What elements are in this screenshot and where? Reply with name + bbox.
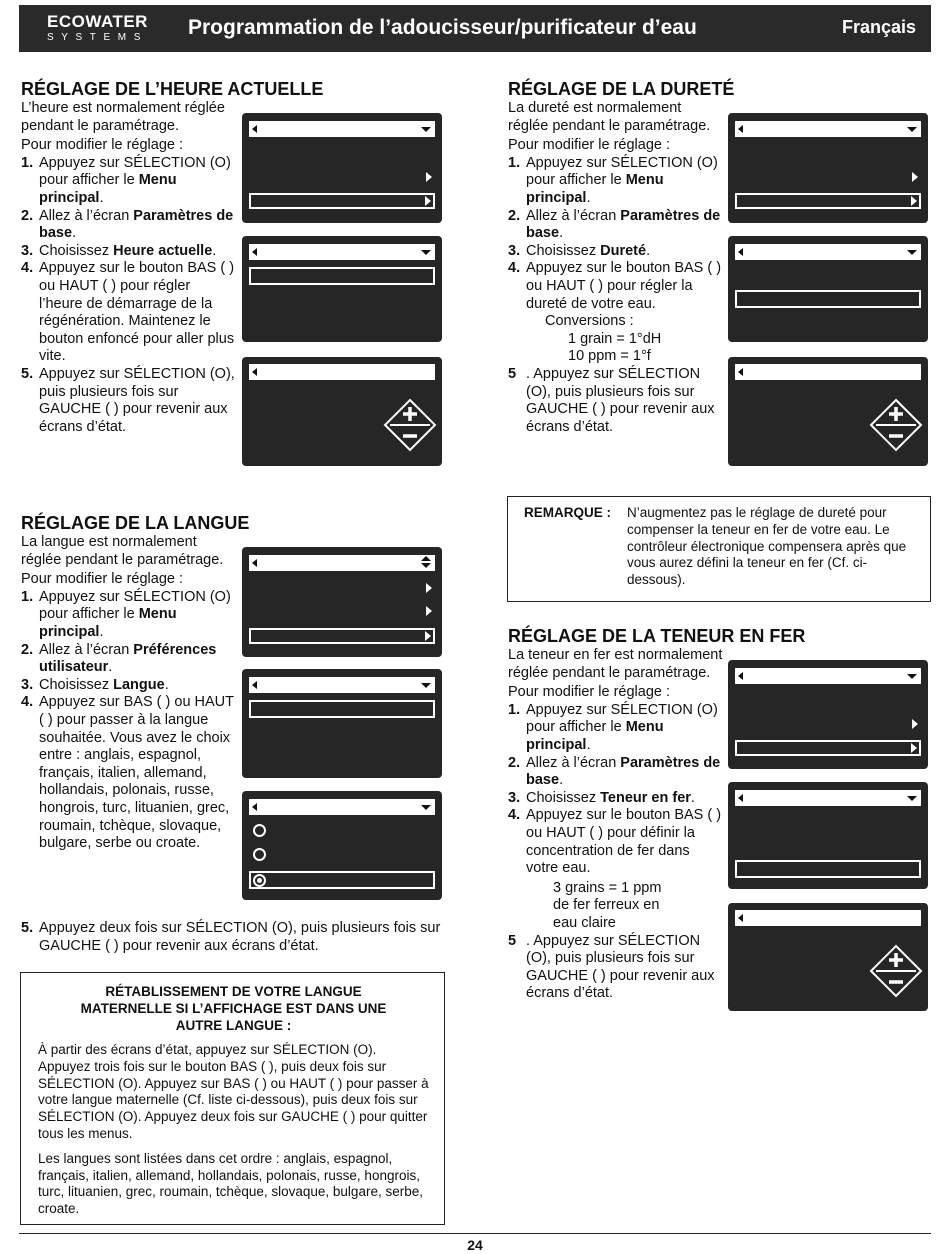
modify-label: Pour modifier le réglage : — [21, 571, 183, 588]
section-title-durete: RÉGLAGE DE LA DURETÉ — [508, 79, 735, 99]
right-arrow-icon — [911, 196, 917, 206]
step: 5 . Appuyez sur SÉLECTION (O), puis plusieurs fois sur GAUCHE ( ) pour revenir aux écrans d’état. — [508, 932, 715, 1002]
down-arrow-icon — [421, 127, 431, 132]
left-arrow-icon — [252, 125, 257, 133]
step: 3. Choisissez Teneur en fer. — [508, 789, 695, 806]
step: 2. Allez à l’écran Paramètres de base. — [508, 754, 721, 789]
step: 4. Appuyez sur le bouton BAS ( ) ou HAUT ( ) pour régler la dureté de votre eau. — [508, 260, 722, 312]
language-recovery-box — [20, 972, 445, 1225]
left-arrow-icon — [252, 368, 257, 376]
lcd-screen-main-menu — [242, 113, 442, 223]
section-title-heure: RÉGLAGE DE L’HEURE ACTUELLE — [21, 79, 324, 99]
left-arrow-icon — [252, 248, 257, 256]
box-title: RÉTABLISSEMENT DE VOTRE LANGUE MATERNELLE SI L’AFFICHAGE EST DANS UNE AUTRE LANGUE : — [80, 984, 387, 1033]
left-arrow-icon — [738, 368, 743, 376]
lcd-screen-main-menu — [242, 547, 442, 657]
conversion-line: eau claire — [553, 914, 616, 931]
conversion-line: de fer ferreux en — [553, 897, 660, 914]
down-arrow-icon — [907, 674, 917, 679]
page-title: Programmation de l’adoucisseur/purificateur d’eau — [188, 16, 697, 39]
screen-title-bar — [735, 244, 921, 260]
step: 3. Choisissez Langue. — [21, 676, 169, 693]
right-arrow-icon — [425, 196, 431, 206]
conversion-line: 10 ppm = 1°f — [568, 348, 651, 365]
lcd-screen-user-preferences — [242, 669, 442, 778]
modify-label: Pour modifier le réglage : — [508, 684, 670, 701]
step: 5. Appuyez sur SÉLECTION (O), puis plusieurs fois sur GAUCHE ( ) pour revenir aux écrans d’état. — [21, 365, 235, 435]
left-arrow-icon — [738, 125, 743, 133]
step: 2. Allez à l’écran Paramètres de base. — [508, 207, 721, 242]
selected-menu-item — [735, 193, 921, 209]
selected-menu-item — [735, 740, 921, 756]
box-paragraph: Les langues sont listées dans cet ordre : anglais, espagnol, français, italien, allemand, hollandais, polonais, russe, hongrois, turc, lituanien, grec, roumain, tchèque, slovaque, bulgare, serbe, croate. — [38, 1150, 423, 1217]
step: 4. Appuyez sur BAS ( ) ou HAUT ( ) pour passer à la langue souhaitée. Vous avez le choix entre : anglais, espagnol, français, italien, allemand, hollandais, polonais, russe, hongrois, turc, lituanien, grec, roumain, tchèque, slovaque, bulgare, serbe ou croate. — [21, 694, 234, 852]
screen-title-bar — [249, 121, 435, 137]
steps-list — [508, 155, 723, 313]
modify-label: Pour modifier le réglage : — [508, 137, 670, 154]
left-arrow-icon — [738, 672, 743, 680]
screen-title-bar — [249, 244, 435, 260]
note-text: N’augmentez pas le réglage de dureté pour compenser la teneur en fer de votre eau. Le contrôleur électronique compensera après que vous aurez défini la teneur en fer (Cf. ci-dessous). — [627, 505, 907, 588]
left-arrow-icon — [738, 794, 743, 802]
right-arrow-icon — [426, 583, 432, 593]
selected-menu-item — [249, 193, 435, 209]
radio-icon — [253, 848, 266, 861]
conversions-label: Conversions : — [545, 313, 634, 330]
step: 5 . Appuyez sur SÉLECTION (O), puis plusieurs fois sur GAUCHE ( ) pour revenir aux écrans d’état. — [508, 365, 715, 435]
down-arrow-icon — [421, 563, 431, 568]
section-title-fer: RÉGLAGE DE LA TENEUR EN FER — [508, 626, 806, 646]
section-fer-text — [508, 647, 723, 1003]
step: 4. Appuyez sur le bouton BAS ( ) ou HAUT ( ) pour régler l’heure de démarrage de la régénération. Maintenez le bouton enfoncé pour aller plus vite. — [21, 260, 235, 365]
lcd-screen-basic-settings — [728, 782, 928, 889]
left-arrow-icon — [252, 681, 257, 689]
right-arrow-icon — [911, 743, 917, 753]
page-number: 24 — [467, 1237, 483, 1253]
radio-selected-icon — [253, 874, 266, 887]
screen-title-bar — [735, 910, 921, 926]
down-arrow-icon — [907, 250, 917, 255]
screen-title-bar — [249, 799, 435, 815]
lcd-screen-adjust — [242, 357, 442, 466]
screen-title-bar — [249, 677, 435, 693]
step: 3. Choisissez Heure actuelle. — [21, 242, 217, 259]
lcd-screen-language-list — [242, 791, 442, 900]
intro: La teneur en fer est normalement réglée pendant le paramétrage. — [508, 647, 723, 681]
up-arrow-icon — [421, 556, 431, 561]
section-langue-text — [21, 534, 236, 853]
section-heure-text — [21, 100, 236, 436]
left-arrow-icon — [738, 914, 743, 922]
intro: L’heure est normalement réglée pendant le paramétrage. — [21, 100, 225, 134]
brand-subtitle: SYSTEMS — [47, 32, 148, 43]
conversion-line: 1 grain = 1°dH — [568, 330, 662, 347]
section-langue-step5 — [21, 920, 451, 955]
down-arrow-icon — [907, 796, 917, 801]
right-arrow-icon — [426, 172, 432, 182]
screen-title-bar — [735, 364, 921, 380]
step: 1. Appuyez sur SÉLECTION (O) pour afficher le Menu principal. — [21, 154, 231, 206]
footer-divider — [19, 1233, 931, 1234]
lcd-screen-basic-settings — [242, 236, 442, 342]
right-arrow-icon — [425, 631, 431, 641]
selected-menu-item — [735, 860, 921, 878]
steps-list — [21, 589, 236, 853]
step: 1. Appuyez sur SÉLECTION (O) pour afficher le Menu principal. — [508, 701, 718, 753]
screen-title-bar — [735, 790, 921, 806]
conversion-line: 3 grains = 1 ppm — [553, 879, 662, 896]
page-header — [19, 5, 931, 52]
plus-minus-icon — [382, 397, 438, 453]
screen-title-bar — [249, 555, 435, 571]
section-durete-text — [508, 100, 723, 436]
down-arrow-icon — [421, 805, 431, 810]
lcd-screen-main-menu — [728, 660, 928, 769]
radio-icon — [253, 824, 266, 837]
selected-menu-item — [249, 267, 435, 285]
screen-title-bar — [249, 364, 435, 380]
left-arrow-icon — [252, 559, 257, 567]
right-arrow-icon — [912, 172, 918, 182]
step: 2. Allez à l’écran Préférences utilisateur. — [21, 641, 217, 676]
selected-language-item — [249, 871, 435, 889]
step: 4. Appuyez sur le bouton BAS ( ) ou HAUT ( ) pour définir la concentration de fer dans votre eau. — [508, 807, 722, 877]
lcd-screen-adjust — [728, 357, 928, 466]
note-box — [507, 496, 931, 602]
down-arrow-icon — [907, 127, 917, 132]
left-arrow-icon — [252, 803, 257, 811]
down-arrow-icon — [421, 250, 431, 255]
brand-logo: ECOWATER — [47, 12, 148, 31]
box-paragraph: À partir des écrans d’état, appuyez sur SÉLECTION (O). Appuyez trois fois sur le bouton BAS ( ), puis deux fois sur SÉLECTION (O). Appuyez sur BAS ( ) ou HAUT ( ) pour passer à votre langue maternelle (Cf. liste ci-dessous), puis deux fois sur SÉLECTION (O). Appuyez deux fois sur GAUCHE ( ) pour quitter tous les menus. — [38, 1042, 429, 1141]
section-title-langue: RÉGLAGE DE LA LANGUE — [21, 513, 250, 533]
lcd-screen-adjust — [728, 903, 928, 1011]
modify-label: Pour modifier le réglage : — [21, 137, 183, 154]
step: 5. Appuyez deux fois sur SÉLECTION (O), puis plusieurs fois sur GAUCHE ( ) pour revenir aux écrans d’état. — [21, 920, 441, 954]
lcd-screen-basic-settings — [728, 236, 928, 342]
left-arrow-icon — [738, 248, 743, 256]
intro: La langue est normalement réglée pendant le paramétrage. — [21, 534, 224, 568]
down-arrow-icon — [421, 683, 431, 688]
selected-menu-item — [249, 628, 435, 644]
intro: La dureté est normalement réglée pendant le paramétrage. — [508, 100, 711, 134]
step: 3. Choisissez Dureté. — [508, 242, 651, 259]
selected-menu-item — [735, 290, 921, 308]
step: 2. Allez à l’écran Paramètres de base. — [21, 207, 234, 242]
step: 1. Appuyez sur SÉLECTION (O) pour afficher le Menu principal. — [508, 154, 718, 206]
right-arrow-icon — [426, 606, 432, 616]
lcd-screen-main-menu — [728, 113, 928, 223]
screen-title-bar — [735, 668, 921, 684]
step: 1. Appuyez sur SÉLECTION (O) pour afficher le Menu principal. — [21, 588, 231, 640]
plus-minus-icon — [868, 943, 924, 999]
selected-menu-item — [249, 700, 435, 718]
right-arrow-icon — [912, 719, 918, 729]
steps-list — [508, 702, 723, 878]
steps-list — [21, 155, 236, 437]
language-label: Français — [841, 17, 916, 37]
note-label: REMARQUE : — [524, 505, 611, 520]
screen-title-bar — [735, 121, 921, 137]
plus-minus-icon — [868, 397, 924, 453]
